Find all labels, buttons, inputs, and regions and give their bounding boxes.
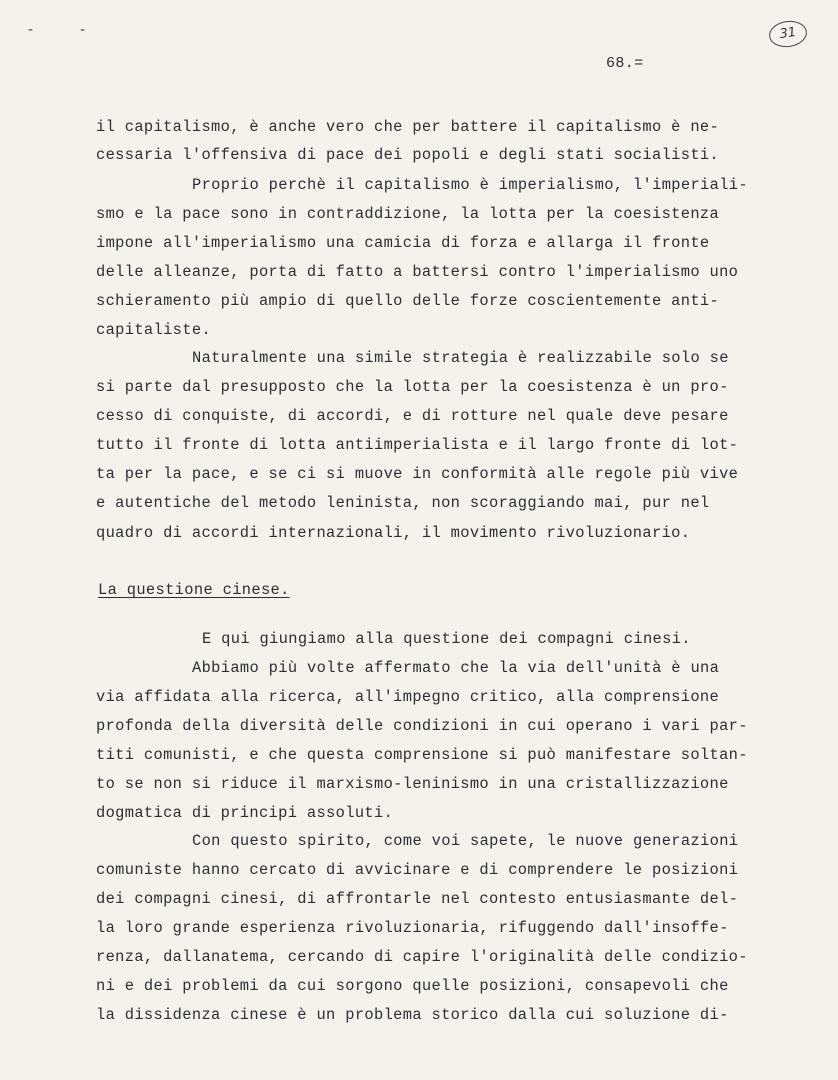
- text-line: dogmatica di principi assoluti.: [96, 804, 394, 822]
- text-line: via affidata alla ricerca, all'impegno critico, alla comprensione: [96, 688, 720, 706]
- text-line: renza, dallanatema, cercando di capire l'originalità delle condizio-: [96, 948, 748, 966]
- text-line: to se non si riduce il marxismo-leninismo in una cristallizzazione: [96, 775, 729, 793]
- corner-mark: -: [28, 22, 34, 38]
- text-line: si parte dal presupposto che la lotta per la coesistenza è un pro-: [96, 378, 729, 396]
- text-line: quadro di accordi internazionali, il movimento rivoluzionario.: [96, 524, 691, 542]
- text-line: cessaria l'offensiva di pace dei popoli e degli stati socialisti.: [96, 146, 720, 164]
- text-line: tutto il fronte di lotta antiimperialista e il largo fronte di lot-: [96, 436, 739, 454]
- text-line: la loro grande esperienza rivoluzionaria, rifuggendo dall'insoffe-: [96, 919, 729, 937]
- text-line: la dissidenza cinese è un problema storico dalla cui soluzione di-: [96, 1006, 729, 1024]
- text-line: Proprio perchè il capitalismo è imperialismo, l'imperiali-: [192, 176, 748, 194]
- text-line: capitaliste.: [96, 321, 212, 339]
- text-line: delle alleanze, porta di fatto a battersi contro l'imperialismo uno: [96, 263, 739, 281]
- text-line: e autentiche del metodo leninista, non scoraggiando mai, pur nel: [96, 494, 710, 512]
- corner-mark: -: [80, 22, 86, 38]
- text-line: profonda della diversità delle condizioni in cui operano i vari par-: [96, 717, 748, 735]
- text-line: smo e la pace sono in contraddizione, la lotta per la coesistenza: [96, 205, 720, 223]
- archive-stamp: 31: [767, 18, 808, 49]
- text-line: Con questo spirito, come voi sapete, le nuove generazioni: [192, 832, 739, 850]
- text-line: il capitalismo, è anche vero che per battere il capitalismo è ne-: [96, 118, 720, 136]
- text-line: comuniste hanno cercato di avvicinare e di comprendere le posizioni: [96, 861, 739, 879]
- text-line: E qui giungiamo alla questione dei compagni cinesi.: [202, 630, 691, 648]
- text-line: ni e dei problemi da cui sorgono quelle posizioni, consapevoli che: [96, 977, 729, 995]
- text-line: impone all'imperialismo una camicia di forza e allarga il fronte: [96, 234, 710, 252]
- text-line: Naturalmente una simile strategia è realizzabile solo se: [192, 349, 729, 367]
- page-number: 68.=: [606, 55, 644, 72]
- text-line: cesso di conquiste, di accordi, e di rotture nel quale deve pesare: [96, 407, 729, 425]
- text-line: schieramento più ampio di quello delle forze coscientemente anti-: [96, 292, 720, 310]
- text-line: ta per la pace, e se ci si muove in conformità alle regole più vive: [96, 465, 739, 483]
- text-line: Abbiamo più volte affermato che la via dell'unità è una: [192, 659, 720, 677]
- section-heading: La questione cinese.: [98, 581, 290, 599]
- text-line: dei compagni cinesi, di affrontarle nel contesto entusiasmante del-: [96, 890, 739, 908]
- text-line: titi comunisti, e che questa comprensione si può manifestare soltan-: [96, 746, 748, 764]
